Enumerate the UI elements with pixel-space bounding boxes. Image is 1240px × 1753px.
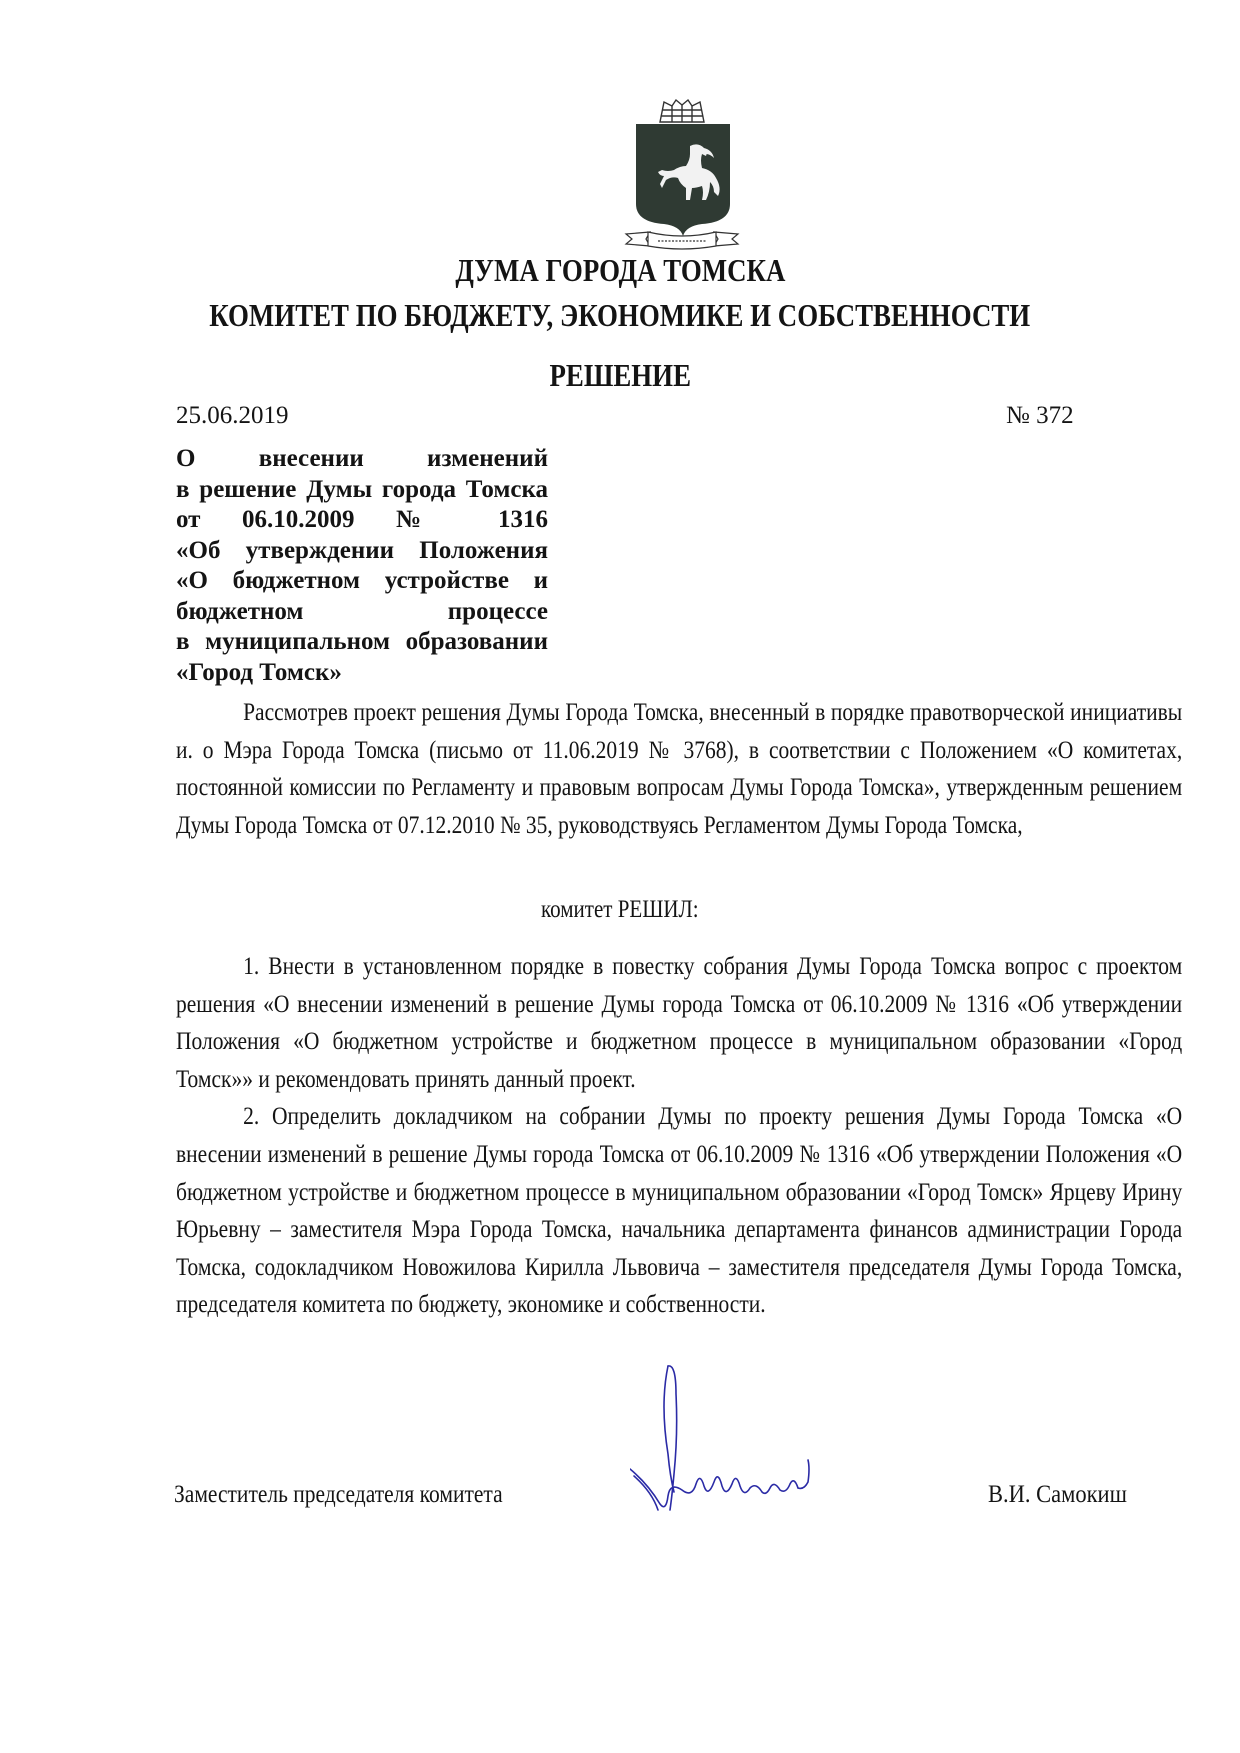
crown-icon xyxy=(660,100,704,122)
subject-line: в муниципальном образовании xyxy=(176,628,548,655)
ribbon-icon xyxy=(626,232,738,249)
subject-line: «О бюджетном устройстве и xyxy=(176,567,548,594)
signatory-name-text: В.И. Самокиш xyxy=(988,1481,1127,1508)
subject-line: бюджетном процессе xyxy=(176,597,548,625)
resolution-item-1: 1. Внести в установленном порядке в повестку собрания Думы Города Томска вопрос с проектом решения «О внесении изменений в решение Думы города Томска от 06.10.2009 № 1316 «Об утверждении Положения «О бюджетном устройстве и бюджетном процессе в муниципальном образовании «Город Томск»» и рекомендовать принять данный проект. xyxy=(176,953,1183,1093)
subject-line: «Об утверждении Положения xyxy=(176,536,548,564)
signatory-role xyxy=(174,1481,556,1509)
preamble-paragraph: Рассмотрев проект решения Думы Города Томска, внесенный в порядке правотворческой инициативы и. о Мэра Города Томска (письмо от 11.06.2019 № 3768), в соответствии с Положением «О комитетах, постоянной комиссии по Регламенту и правовым вопросам Думы Города Томска», утвержденным решением Думы Города Томска от 07.12.2010 № 35, руководствуясь Регламентом Думы Города Томска, xyxy=(176,699,1183,839)
signatory-role-text: Заместитель председателя комитета xyxy=(174,1481,503,1508)
resolved-heading xyxy=(0,896,1240,924)
subject-line: в решение Думы города Томска xyxy=(176,475,548,503)
signatory-name xyxy=(988,1481,1142,1509)
organization-title xyxy=(0,252,1240,289)
decision-number: № 372 xyxy=(1006,402,1074,429)
resolved-text: комитет РЕШИЛ: xyxy=(541,896,699,923)
resolution-item-2: 2. Определить докладчиком на собрании Думы по проекту решения Думы Города Томска «О внесении изменений в решение Думы города Томска от 06.10.2009 № 1316 «Об утверждении Положения «О бюджетном устройстве и бюджетном процессе в муниципальном образовании «Город Томск» Ярцеву Ирину Юрьевну – заместителя Мэра Города Томска, начальника департамента финансов администрации Города Томска, содокладчиком Новожилова Кирилла Львовича – заместителя председателя Думы Города Томска, председателя комитета по бюджету, экономике и собственности. xyxy=(176,1103,1183,1319)
committee-title xyxy=(0,297,1240,334)
coat-of-arms-icon xyxy=(620,96,744,252)
subject-line: «Город Томск» xyxy=(176,658,342,686)
document-type-title xyxy=(0,357,1240,394)
document-type-text: РЕШЕНИЕ xyxy=(549,357,691,393)
handwritten-signature-icon xyxy=(630,1364,840,1514)
resolution-items xyxy=(176,948,1182,1324)
preamble xyxy=(176,694,1182,844)
subject-line: О внесении изменений xyxy=(176,445,548,472)
committee-title-text: КОМИТЕТ ПО БЮДЖЕТУ, ЭКОНОМИКЕ И СОБСТВЕННОСТИ xyxy=(209,297,1031,333)
subject-line: от 06.10.2009 № 1316 xyxy=(176,506,548,533)
decision-subject xyxy=(176,444,548,688)
organization-title-text: ДУМА ГОРОДА ТОМСКА xyxy=(454,252,786,288)
decision-date: 25.06.2019 xyxy=(176,402,289,429)
